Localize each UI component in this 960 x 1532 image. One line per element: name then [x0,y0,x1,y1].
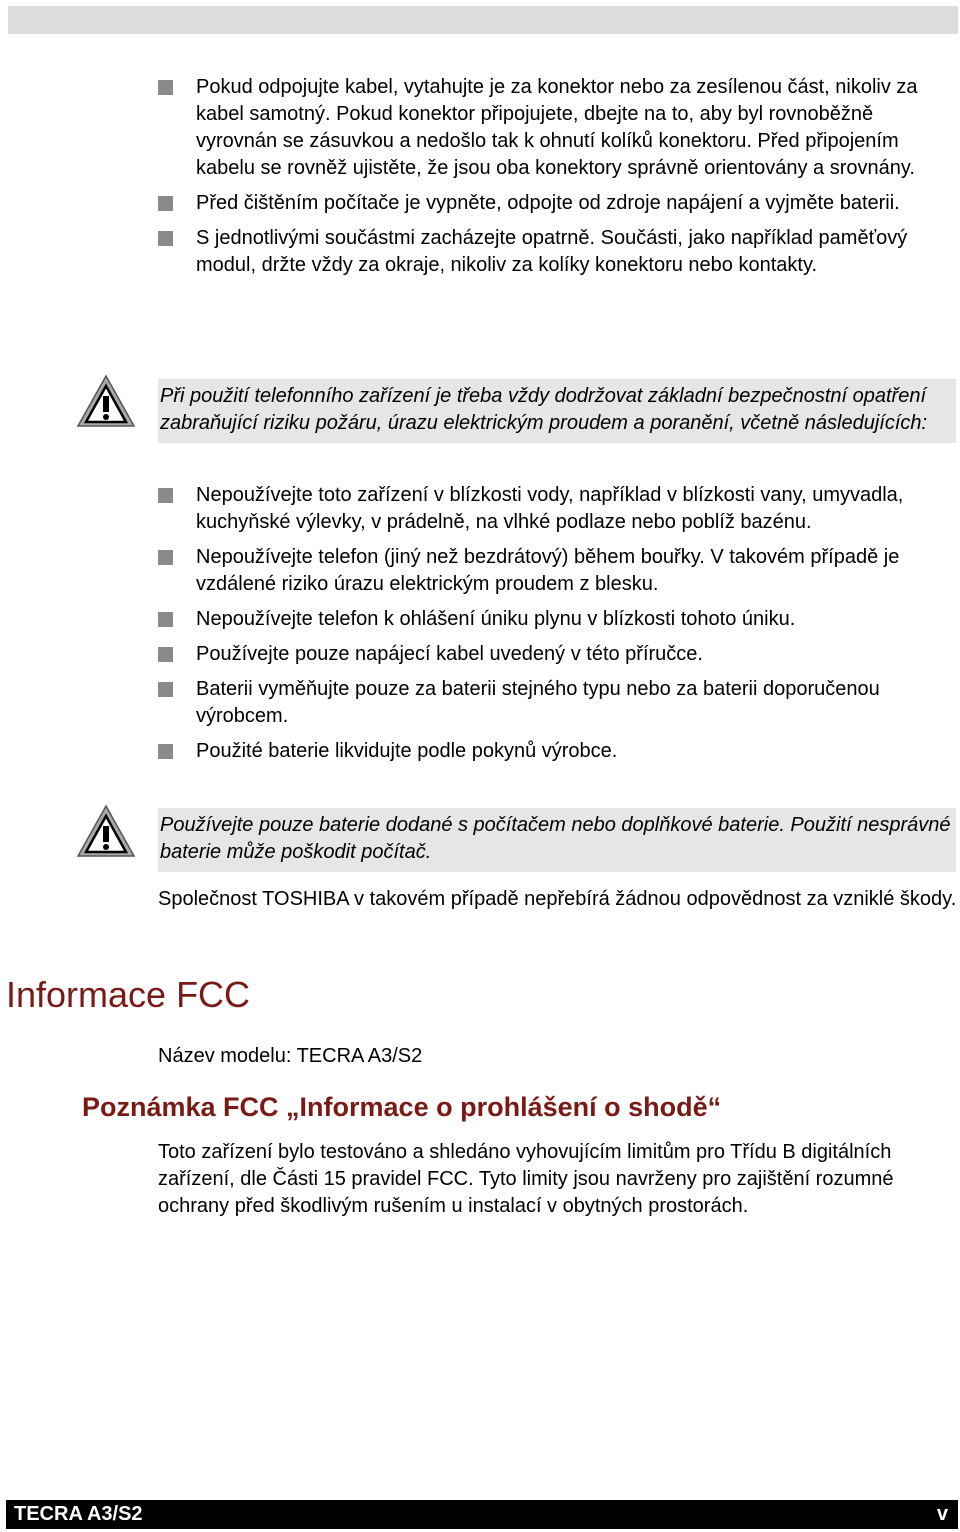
bullet-list-phone [158,482,958,765]
list-item [158,544,958,598]
bullet-square-icon [158,744,173,759]
list-item-text: Pokud odpojujte kabel, vytahujte je za konektor nebo za zesílenou část, nikoliv za kabel samotný. Pokud konektor připojujete, dbejte na to, aby byl rovnoběžně vyrovnán se zásuvkou a nedošlo tak k ohnutí kolíků konektoru. Před připojením kabelu se rovněž ujistěte, že jsou oba konektory správně orientovány a srovnány. [196,76,918,179]
footer-product: TECRA A3/S2 [14,1503,143,1525]
warning-text: Používejte pouze baterie dodané s počítačem nebo doplňkové baterie. Použití nesprávné baterie může poškodit počítač. [160,814,951,863]
list-item [158,641,958,668]
list-item-text: Baterii vyměňujte pouze za baterii stejného typu nebo za baterii doporučenou výrobcem. [196,678,880,727]
list-item [158,225,958,279]
bullet-square-icon [158,647,173,662]
list-item [158,74,958,182]
toshiba-disclaimer: Společnost TOSHIBA v takovém případě nepřebírá žádnou odpovědnost za vzniklé škody. [158,888,957,910]
list-item-text: Před čištěním počítače je vypněte, odpojte od zdroje napájení a vyjměte baterii. [196,192,900,214]
bullet-square-icon [158,196,173,211]
list-item [158,482,958,536]
list-item-text: Používejte pouze napájecí kabel uvedený v této příručce. [196,643,703,665]
bullet-square-icon [158,80,173,95]
bullet-square-icon [158,231,173,246]
list-item-text: Nepoužívejte toto zařízení v blízkosti vody, například v blízkosti vany, umyvadla, kuchyňské výlevky, v prádelně, na vlhké podlaze nebo poblíž bazénu. [196,484,904,533]
warning-triangle-icon [76,804,136,860]
list-item [158,606,958,633]
list-item-text: S jednotlivými součástmi zacházejte opatrně. Součásti, jako například paměťový modul, držte vždy za okraje, nikoliv za kolíky konektoru nebo kontakty. [196,227,908,276]
section-title: Informace FCC [6,974,251,1015]
page-number: v [936,1503,948,1525]
list-item-text: Použité baterie likvidujte podle pokynů výrobce. [196,740,618,762]
bullet-square-icon [158,550,173,565]
list-item-text: Nepoužívejte telefon (jiný než bezdrátový) během bouřky. V takovém případě je vzdálené riziko úrazu elektrickým proudem z blesku. [196,546,900,595]
list-item [158,676,958,730]
list-item-text: Nepoužívejte telefon k ohlášení úniku plynu v blízkosti tohoto úniku. [196,608,796,630]
warning-box-battery [158,808,956,872]
list-item [158,190,958,217]
bullet-list-cables [158,74,958,279]
bullet-square-icon [158,682,173,697]
subsection-title: Poznámka FCC „Informace o prohlášení o shodě“ [82,1092,722,1122]
warning-triangle-icon [76,374,136,430]
warning-box-phone [158,379,956,443]
warning-text: Při použití telefonního zařízení je třeba vždy dodržovat základní bezpečnostní opatření zabraňující riziku požáru, úrazu elektrickým proudem a poranění, včetně následujících: [160,385,928,434]
bullet-square-icon [158,488,173,503]
fcc-paragraph: Toto zařízení bylo testováno a shledáno vyhovujícím limitům pro Třídu B digitálních zařízení, dle Části 15 pravidel FCC. Tyto limity jsou navrženy pro zajištění rozumné ochrany před škodlivým rušením u instalací v obytných prostorách. [158,1141,894,1217]
list-item [158,738,958,765]
bullet-square-icon [158,612,173,627]
top-band [8,6,958,34]
model-name: Název modelu: TECRA A3/S2 [158,1045,423,1067]
page-footer [6,1500,958,1529]
